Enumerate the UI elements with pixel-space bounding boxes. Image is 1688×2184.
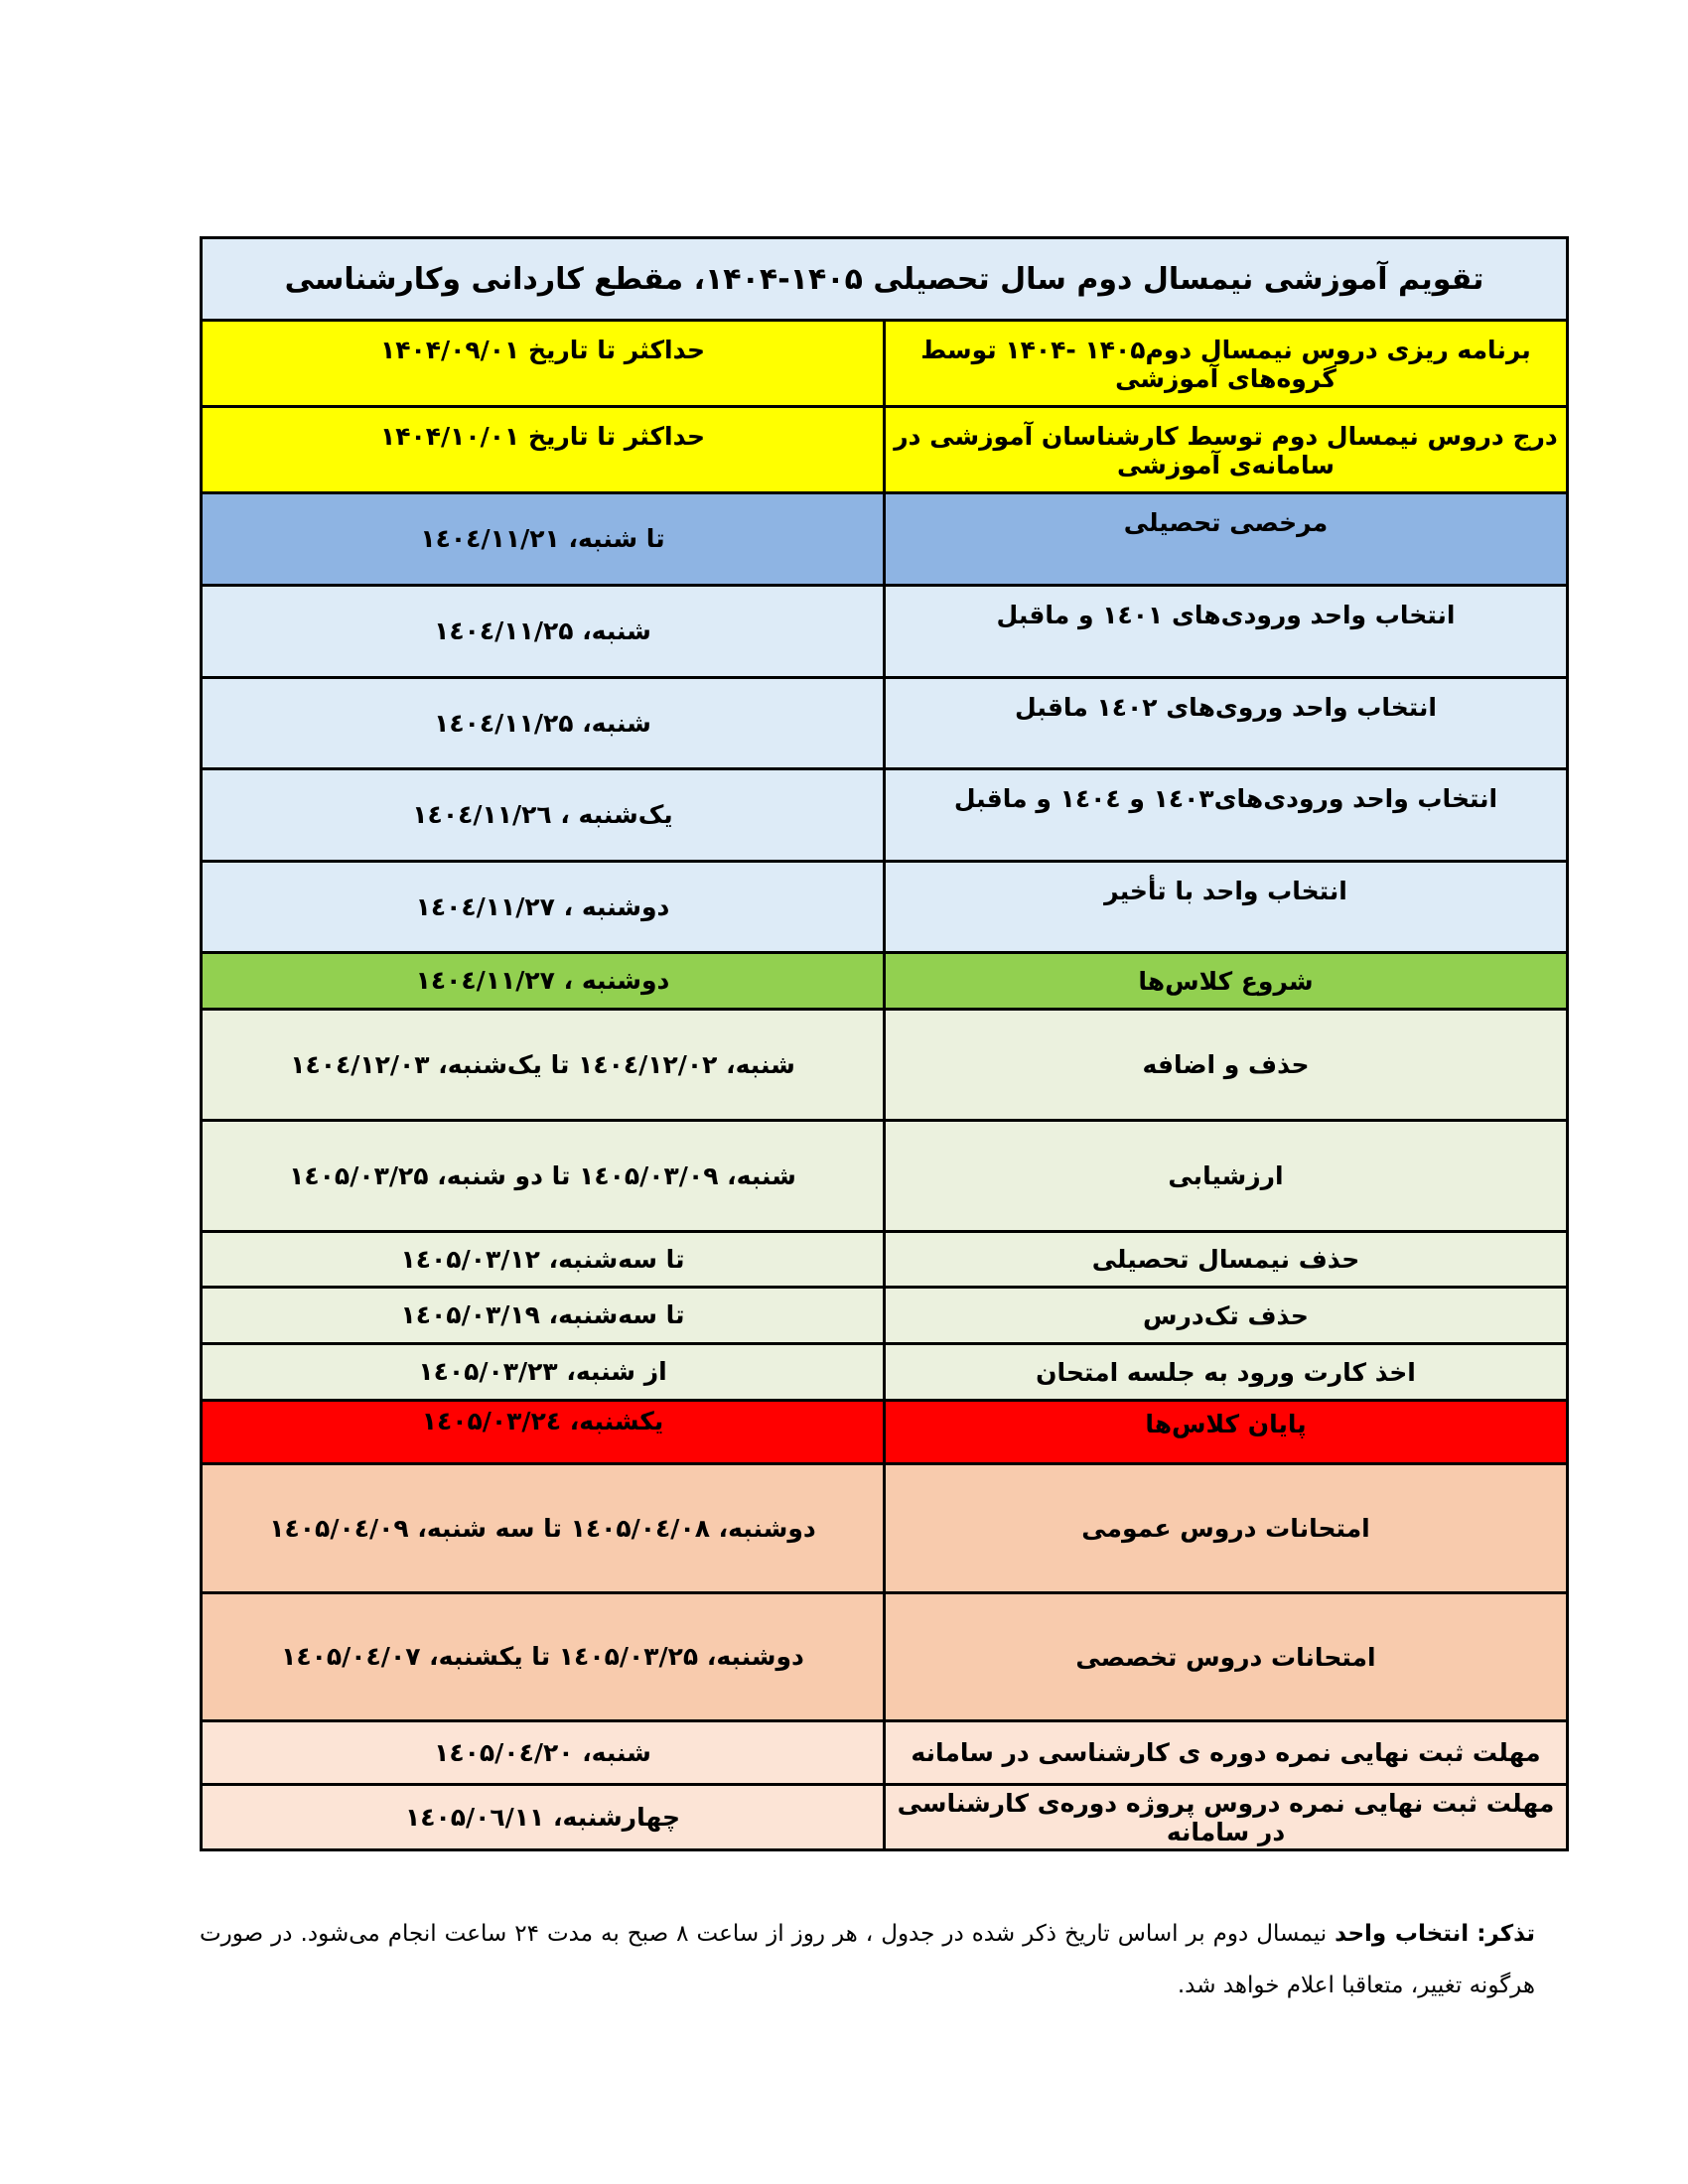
table-row <box>202 1464 1568 1593</box>
activity-cell: پایان کلاس‌ها <box>885 1401 1568 1464</box>
activity-cell: انتخاب واحد ورودی‌های۱٤۰۳ و ۱٤۰٤ و ماقبل <box>885 769 1568 862</box>
activity-cell: مهلت ثبت نهایی نمره دروس پروژه دوره‌ی کارشناسی در سامانه <box>885 1785 1568 1850</box>
date-cell: شنبه، ۱٤۰٤/۱۲/۰۲ تا یک‌شنبه، ۱٤۰٤/۱۲/۰۳ <box>202 1010 885 1121</box>
footnote-label: تذکر: <box>1477 1921 1535 1947</box>
table-row <box>202 1288 1568 1344</box>
activity-cell: حذف تک‌درس <box>885 1288 1568 1344</box>
table-title-row <box>202 238 1568 321</box>
activity-cell: ارزشیابی <box>885 1121 1568 1232</box>
date-cell: دوشنبه، ۱٤۰۵/۰۳/۲۵ تا یکشنبه، ۱٤۰۵/۰٤/۰۷ <box>202 1593 885 1721</box>
activity-cell: انتخاب واحد وروی‌های ۱٤۰۲ ماقبل <box>885 678 1568 769</box>
table-row <box>202 407 1568 493</box>
table-row <box>202 862 1568 953</box>
table-row <box>202 678 1568 769</box>
date-cell: شنبه، ۱٤۰٤/۱۱/۲۵ <box>202 678 885 769</box>
table-row <box>202 586 1568 678</box>
date-cell: شنبه، ۱٤۰۵/۰٤/۲۰ <box>202 1721 885 1785</box>
table-row <box>202 1121 1568 1232</box>
activity-cell: درج دروس نیمسال دوم توسط کارشناسان آموزشی در سامانه‌ی آموزشی <box>885 407 1568 493</box>
activity-cell: امتحانات دروس تخصصی <box>885 1593 1568 1721</box>
date-cell: حداکثر تا تاریخ ۱۴۰۴/۱۰/۰۱ <box>202 407 885 493</box>
date-cell: تا سه‌شنبه، ۱٤۰۵/۰۳/۱۲ <box>202 1232 885 1288</box>
activity-cell: حذف نیمسال تحصیلی <box>885 1232 1568 1288</box>
date-cell: حداکثر تا تاریخ ۱۴۰۴/۰۹/۰۱ <box>202 321 885 407</box>
table-row <box>202 321 1568 407</box>
table-title: تقویم آموزشی نیمسال دوم سال تحصیلی ۱۴۰۵-۱۴۰۴، مقطع کاردانی وکارشناسی <box>202 238 1568 321</box>
date-cell: دوشنبه ، ۱٤۰٤/۱۱/۲۷ <box>202 953 885 1010</box>
table-row <box>202 493 1568 586</box>
table-row <box>202 1593 1568 1721</box>
footnote <box>200 1908 1535 2011</box>
table-row <box>202 1232 1568 1288</box>
activity-cell: امتحانات دروس عمومی <box>885 1464 1568 1593</box>
activity-cell: انتخاب واحد با تأخیر <box>885 862 1568 953</box>
table-row <box>202 1401 1568 1464</box>
activity-cell: مرخصی تحصیلی <box>885 493 1568 586</box>
footnote-bold-text: انتخاب واحد <box>1335 1921 1470 1947</box>
activity-cell: اخذ کارت ورود به جلسه امتحان <box>885 1344 1568 1401</box>
date-cell: یک‌شنبه ، ۱٤۰٤/۱۱/۲٦ <box>202 769 885 862</box>
activity-cell: شروع کلاس‌ها <box>885 953 1568 1010</box>
activity-cell: مهلت ثبت نهایی نمره دوره ی کارشناسی در سامانه <box>885 1721 1568 1785</box>
table-row <box>202 953 1568 1010</box>
activity-cell: انتخاب واحد ورودی‌های ۱٤۰۱ و ماقبل <box>885 586 1568 678</box>
date-cell: شنبه، ۱٤۰٤/۱۱/۲۵ <box>202 586 885 678</box>
date-cell: تا شنبه، ۱٤۰٤/۱۱/۲۱ <box>202 493 885 586</box>
table-row <box>202 769 1568 862</box>
date-cell: دوشنبه ، ۱٤۰٤/۱۱/۲۷ <box>202 862 885 953</box>
activity-cell: حذف و اضافه <box>885 1010 1568 1121</box>
date-cell: دوشنبه، ۱٤۰۵/۰٤/۰۸ تا سه شنبه، ۱٤۰۵/۰٤/۰۹ <box>202 1464 885 1593</box>
date-cell: تا سه‌شنبه، ۱٤۰۵/۰۳/۱۹ <box>202 1288 885 1344</box>
date-cell: شنبه، ۱٤۰۵/۰۳/۰۹ تا دو شنبه، ۱٤۰۵/۰۳/۲۵ <box>202 1121 885 1232</box>
date-cell: چهارشنبه، ۱٤۰۵/۰٦/۱۱ <box>202 1785 885 1850</box>
date-cell: یکشنبه، ۱٤۰۵/۰۳/۲٤ <box>202 1401 885 1464</box>
footnote-text: نیمسال دوم بر اساس تاریخ ذکر شده در جدول ، هر روز از ساعت ۸ صبح به مدت ۲۴ ساعت انجام می‌شود. در صورت هرگونه تغییر، متعاقبا اعلام خواهد شد. <box>200 1921 1535 1998</box>
table-row <box>202 1785 1568 1850</box>
table-row <box>202 1010 1568 1121</box>
table-row <box>202 1344 1568 1401</box>
academic-calendar-table <box>200 236 1569 1851</box>
date-cell: از شنبه، ۱٤۰۵/۰۳/۲۳ <box>202 1344 885 1401</box>
table-row <box>202 1721 1568 1785</box>
activity-cell: برنامه ریزی دروس نیمسال دوم۱۴۰۵ -۱۴۰۴ توسط گروه‌های آموزشی <box>885 321 1568 407</box>
